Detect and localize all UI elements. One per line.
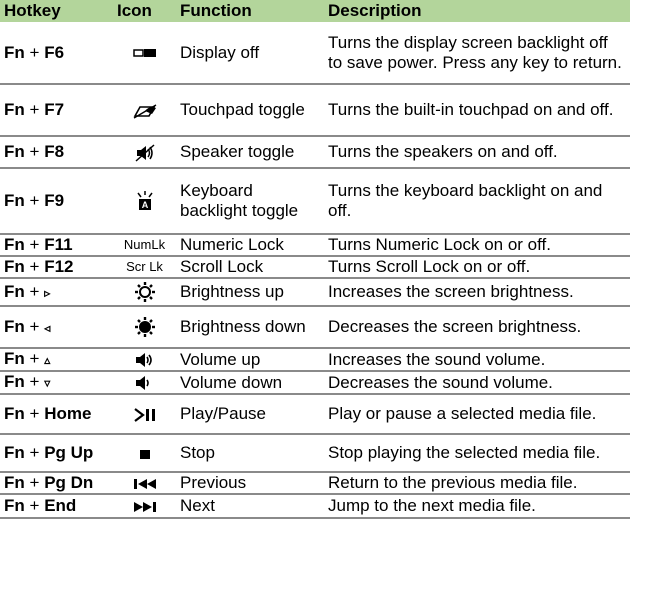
- volume-down-icon: [134, 375, 156, 390]
- icon-cell: [113, 84, 176, 136]
- icon-cell: [113, 434, 176, 472]
- fn-key-label: Fn: [4, 372, 25, 391]
- description-cell: Turns Numeric Lock on or off.: [324, 234, 630, 256]
- function-cell: Numeric Lock: [176, 234, 324, 256]
- table-row: [0, 22, 630, 84]
- header-hotkey: Hotkey: [0, 0, 113, 22]
- icon-cell: [113, 22, 176, 84]
- hotkey-cell: [0, 306, 113, 348]
- table-row: [0, 472, 630, 494]
- hotkey-cell: [0, 394, 113, 434]
- description-cell: Turns Scroll Lock on or off.: [324, 256, 630, 278]
- function-cell: Play/Pause: [176, 394, 324, 434]
- fn-key-label: Fn: [4, 281, 25, 301]
- icon-cell: [113, 136, 176, 168]
- keyboard-backlight-icon: [135, 192, 155, 210]
- header-row: [0, 0, 630, 22]
- description-cell: Increases the screen brightness.: [324, 278, 630, 306]
- description-cell: Turns the keyboard backlight on and off.: [324, 168, 630, 234]
- description-cell: Turns the display screen backlight off to save power. Press any key to return.: [324, 22, 630, 84]
- key-label: ▿: [44, 376, 51, 390]
- table-row: [0, 494, 630, 518]
- touchpad-toggle-icon: [132, 102, 158, 117]
- key-label: ▵: [44, 353, 51, 367]
- function-cell: Brightness up: [176, 278, 324, 306]
- description-cell: Decreases the screen brightness.: [324, 306, 630, 348]
- icon-cell: [113, 306, 176, 348]
- icon-cell: [113, 472, 176, 494]
- function-cell: Display off: [176, 22, 324, 84]
- function-cell: Previous: [176, 472, 324, 494]
- fn-key-label: Fn: [4, 496, 25, 515]
- plus-sign: +: [29, 443, 40, 462]
- key-label: F8: [44, 142, 65, 161]
- hotkey-cell: [0, 84, 113, 136]
- key-label: Pg Up: [44, 443, 94, 462]
- fn-key-label: Fn: [4, 316, 25, 336]
- icon-cell: [113, 394, 176, 434]
- plus-sign: +: [29, 100, 40, 119]
- plus-sign: +: [29, 235, 40, 254]
- function-cell: Touchpad toggle: [176, 84, 324, 136]
- table-row: [0, 256, 630, 278]
- plus-sign: +: [29, 496, 40, 515]
- key-label: F6: [44, 42, 65, 62]
- plus-sign: +: [29, 191, 40, 210]
- display-off-icon: [133, 45, 157, 60]
- icon-cell: [113, 234, 176, 256]
- key-label: F7: [44, 100, 65, 119]
- icon-cell: [113, 494, 176, 518]
- icon-cell: [113, 348, 176, 371]
- hotkey-cell: [0, 136, 113, 168]
- hotkey-cell: [0, 472, 113, 494]
- description-cell: Turns the built-in touchpad on and off.: [324, 84, 630, 136]
- table-row: [0, 136, 630, 168]
- function-cell: Brightness down: [176, 306, 324, 348]
- fn-key-label: Fn: [4, 473, 25, 492]
- header-icon: Icon: [113, 0, 176, 22]
- header-function: Function: [176, 0, 324, 22]
- key-label: F12: [44, 257, 74, 276]
- plus-sign: +: [29, 257, 40, 276]
- function-cell: Speaker toggle: [176, 136, 324, 168]
- table-row: [0, 434, 630, 472]
- fn-key-label: Fn: [4, 349, 25, 368]
- description-cell: Jump to the next media file.: [324, 494, 630, 518]
- fn-key-label: Fn: [4, 404, 25, 423]
- table-row: [0, 371, 630, 394]
- hotkey-cell: [0, 256, 113, 278]
- hotkey-cell: [0, 348, 113, 371]
- volume-up-icon: [134, 352, 156, 367]
- hotkey-cell: [0, 234, 113, 256]
- hotkey-cell: [0, 494, 113, 518]
- table-row: [0, 234, 630, 256]
- play-pause-icon: [133, 406, 157, 421]
- scrolllock-text-icon: Scr Lk: [126, 259, 163, 274]
- hotkey-cell: [0, 371, 113, 394]
- fn-key-label: Fn: [4, 191, 25, 210]
- description-cell: Stop playing the selected media file.: [324, 434, 630, 472]
- plus-sign: +: [29, 473, 40, 492]
- plus-sign: +: [29, 404, 40, 423]
- icon-cell: [113, 256, 176, 278]
- fn-key-label: Fn: [4, 257, 25, 276]
- table-row: [0, 168, 630, 234]
- icon-cell: [113, 371, 176, 394]
- description-cell: Return to the previous media file.: [324, 472, 630, 494]
- description-cell: Play or pause a selected media file.: [324, 394, 630, 434]
- plus-sign: +: [29, 281, 40, 301]
- hotkey-cell: [0, 168, 113, 234]
- next-icon: [133, 498, 157, 513]
- fn-key-label: Fn: [4, 142, 25, 161]
- function-cell: Next: [176, 494, 324, 518]
- table-row: [0, 278, 630, 306]
- numlock-text-icon: NumLk: [123, 237, 166, 252]
- key-label: ◃: [44, 320, 51, 335]
- table-row: [0, 394, 630, 434]
- key-label: Home: [44, 404, 92, 423]
- hotkey-cell: [0, 22, 113, 84]
- header-description: Description: [324, 0, 630, 22]
- description-cell: Increases the sound volume.: [324, 348, 630, 371]
- hotkey-cell: [0, 278, 113, 306]
- description-cell: Decreases the sound volume.: [324, 371, 630, 394]
- key-label: F11: [44, 235, 73, 254]
- plus-sign: +: [29, 316, 40, 336]
- function-cell: Keyboard backlight toggle: [176, 168, 324, 234]
- svg-text:A: A: [141, 200, 148, 210]
- plus-sign: +: [29, 142, 40, 161]
- hotkey-cell: [0, 434, 113, 472]
- brightness-down-icon: [135, 319, 155, 334]
- plus-sign: +: [29, 349, 40, 368]
- key-label: F9: [44, 191, 65, 210]
- function-cell: Stop: [176, 434, 324, 472]
- fn-key-label: Fn: [4, 443, 25, 462]
- description-cell: Turns the speakers on and off.: [324, 136, 630, 168]
- plus-sign: +: [29, 372, 40, 391]
- function-cell: Volume down: [176, 371, 324, 394]
- key-label: ▹: [44, 285, 51, 300]
- icon-cell: [113, 168, 176, 234]
- table-row: [0, 306, 630, 348]
- table-row: [0, 348, 630, 371]
- function-cell: Volume up: [176, 348, 324, 371]
- key-label: Pg Dn: [44, 473, 94, 492]
- fn-key-label: Fn: [4, 42, 25, 62]
- brightness-up-icon: [135, 284, 155, 299]
- plus-sign: +: [29, 42, 40, 62]
- key-label: End: [44, 496, 77, 515]
- table-row: [0, 84, 630, 136]
- fn-key-label: Fn: [4, 235, 25, 254]
- previous-icon: [133, 475, 157, 490]
- stop-icon: [138, 445, 152, 460]
- fn-key-label: Fn: [4, 100, 25, 119]
- function-cell: Scroll Lock: [176, 256, 324, 278]
- speaker-mute-icon: [135, 144, 155, 159]
- icon-cell: [113, 278, 176, 306]
